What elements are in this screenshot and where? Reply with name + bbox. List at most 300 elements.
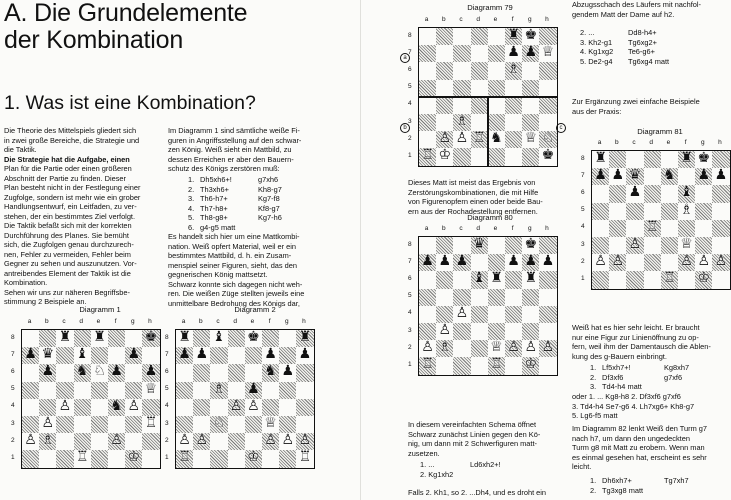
rank-label: 5 — [11, 385, 15, 393]
dark-square — [592, 271, 609, 288]
dark-square — [56, 416, 73, 433]
rank-label: 8 — [581, 154, 585, 162]
rank-label: 3 — [408, 326, 412, 334]
file-label: g — [700, 139, 705, 146]
chess-piece: ♚ — [144, 329, 158, 345]
chess-piece: ♔ — [247, 449, 260, 466]
file-label: a — [181, 318, 186, 325]
dark-square — [471, 306, 488, 323]
rank-label: 6 — [408, 66, 412, 73]
diagram81-caption: Diagramm 81 — [637, 127, 683, 136]
dark-square — [505, 271, 522, 288]
marker-b: b — [400, 123, 410, 133]
dark-square — [39, 399, 56, 416]
file-label: f — [511, 16, 514, 23]
move-row: 4. Th7-h8+ Kf8-g7 — [188, 203, 280, 213]
rank-label: 3 — [581, 240, 585, 248]
chess-piece: ♟ — [455, 253, 469, 270]
dark-square — [74, 433, 91, 450]
chess-piece: ♗ — [212, 380, 226, 397]
chess-piece: ♗ — [507, 61, 520, 78]
chess-piece: ♙ — [507, 339, 520, 356]
chess-piece: ♙ — [178, 432, 191, 449]
rank-label: 4 — [581, 223, 585, 231]
dark-square — [245, 416, 262, 433]
dark-square — [193, 399, 210, 416]
chess-piece: ♞ — [264, 363, 277, 380]
file-label: c — [459, 16, 463, 23]
dark-square — [644, 254, 661, 271]
chess-piece: ♚ — [524, 27, 538, 43]
rank-label: 1 — [581, 275, 585, 282]
dark-square — [56, 347, 73, 364]
dark-square — [22, 382, 39, 399]
dark-square — [279, 382, 296, 399]
diagram80-text: In diesem vereinfachten Schema öffnet Schwarz zunächst Linien gegen den Kö- nig, um dann mit 2 Schwerfiguren matt- zusetzen. — [408, 420, 541, 458]
file-label: h — [545, 225, 549, 232]
rank-label: 2 — [408, 343, 412, 351]
file-label: f — [511, 225, 514, 232]
chess-piece: ♝ — [212, 329, 226, 345]
dark-square — [488, 289, 505, 306]
diagram79-caption: Diagramm 79 — [467, 3, 513, 12]
file-label: a — [597, 139, 602, 146]
dark-square — [488, 323, 505, 340]
page-gutter — [360, 0, 361, 500]
chess-piece: ♔ — [438, 147, 452, 164]
file-label: d — [649, 139, 653, 146]
dark-square — [609, 220, 626, 237]
dark-square — [453, 289, 470, 306]
dark-square — [74, 330, 91, 347]
dark-square — [176, 382, 193, 399]
chess-piece: ♜ — [594, 150, 607, 166]
rank-label: 4 — [11, 402, 15, 410]
rank-label: 1 — [11, 454, 15, 461]
chess-piece: ♟ — [697, 167, 711, 184]
file-label: a — [27, 318, 32, 325]
file-label: g — [284, 318, 289, 325]
dark-square — [228, 364, 245, 381]
dark-square — [539, 306, 556, 323]
col4-intro: Abzugsschach des Läufers mit nachfol- gendem Matt der Dame auf h2. — [572, 0, 701, 19]
chess-piece: ♙ — [611, 253, 625, 270]
chess-piece: ♜ — [58, 329, 72, 345]
dark-square — [108, 330, 125, 347]
dark-square — [522, 289, 539, 306]
dark-square — [142, 433, 159, 450]
rank-label: 8 — [408, 31, 412, 39]
dark-square — [296, 399, 313, 416]
file-label: d — [79, 318, 83, 325]
chess-piece: ♕ — [541, 44, 555, 61]
dark-square — [695, 237, 712, 254]
dark-square — [644, 151, 661, 168]
rank-label: 6 — [11, 368, 15, 375]
chess-piece: ♝ — [472, 270, 486, 287]
chess-piece: ♜ — [298, 329, 312, 345]
chess-piece: ♗ — [41, 432, 55, 449]
file-label: b — [614, 139, 619, 146]
diagram1-caption: Diagramm 1 — [79, 305, 121, 314]
rank-label: 2 — [408, 134, 412, 142]
chess-piece: ♖ — [298, 449, 312, 466]
dark-square — [56, 382, 73, 399]
diagram1-explanation: Im Diagramm 1 sind sämtliche weiße Fi- guren in Angriffsstellung auf den schwar- zen König. Weiß sieht ein Mattbild, zu dessen Erreichen er aber den Bauern- schutz des Königs zerstören muß: — [168, 126, 302, 173]
chess-piece: ♟ — [611, 167, 625, 184]
chess-piece: ♟ — [541, 253, 555, 270]
chapter-title: A. Die Grundelemente der Kombination — [4, 0, 248, 54]
chess-piece: ♙ — [195, 432, 209, 449]
file-label: e — [493, 16, 498, 23]
file-label: e — [493, 225, 498, 232]
chess-piece: ♚ — [524, 236, 538, 252]
dark-square — [695, 203, 712, 220]
dark-square — [279, 347, 296, 364]
chess-piece: ♙ — [421, 339, 434, 356]
chess-piece: ♞ — [490, 130, 503, 147]
chess-piece: ♖ — [144, 415, 158, 431]
chess-piece: ♙ — [58, 397, 72, 414]
chess-piece: ♙ — [594, 253, 607, 270]
dark-square — [39, 330, 56, 347]
dark-square — [22, 416, 39, 433]
chess-piece: ♙ — [524, 339, 538, 356]
dark-square — [471, 340, 488, 357]
chess-piece: ♖ — [472, 130, 486, 147]
dark-square — [419, 289, 436, 306]
move-row: 4. Kg1xg2 Te6-g6+ — [580, 47, 655, 56]
chess-piece: ♛ — [41, 346, 55, 363]
mating-combination-text: Es handelt sich hier um eine Mattkombi- nation. Weiß opfert Material, weil er ein bestimmtes Mattbild, d. h. ein Zusam- menspiel seiner Figuren, sieht, das den gegnerischen König mattsetzt. Schwarz konnte sich dagegen nicht weh- ren. Die weißen Züge stellten jeweils eine unmittelbare Bedrohung des Königs dar, — [168, 232, 305, 308]
rank-label: 5 — [408, 292, 412, 300]
dark-square — [193, 364, 210, 381]
chess-piece: ♜ — [93, 329, 106, 345]
dark-square — [661, 203, 678, 220]
rank-label: 2 — [165, 436, 169, 444]
rank-label: 6 — [581, 189, 585, 196]
diagram1-board — [21, 329, 161, 469]
chess-piece: ♟ — [24, 346, 37, 363]
file-label: f — [684, 139, 687, 146]
chess-piece: ♙ — [455, 130, 469, 147]
file-label: e — [250, 318, 255, 325]
chess-piece: ♚ — [247, 329, 260, 345]
chess-piece: ♟ — [714, 167, 728, 184]
chess-piece: ♜ — [490, 270, 503, 287]
chess-piece: ♗ — [680, 201, 693, 218]
chess-piece: ♙ — [438, 130, 452, 147]
chess-piece: ♗ — [438, 339, 452, 356]
chess-piece: ♖ — [178, 449, 191, 466]
file-label: c — [632, 139, 636, 146]
rank-label: 3 — [408, 117, 412, 125]
dark-square — [262, 330, 279, 347]
diagram80-continuation: Falls 2. Kh1, so 2. ...Dh4, und es droht ein — [408, 488, 547, 497]
section-title: 1. Was ist eine Kombination? — [4, 92, 256, 114]
chess-piece: ♟ — [507, 44, 520, 61]
rank-label: 7 — [165, 350, 169, 358]
chess-piece: ♗ — [455, 113, 469, 129]
zone-b-frame — [418, 96, 489, 167]
marker-c: c — [556, 123, 566, 133]
moves-diagram81 — [590, 363, 720, 392]
dark-square — [74, 399, 91, 416]
dark-square — [712, 185, 729, 202]
chess-piece: ♟ — [110, 363, 123, 380]
rank-label: 7 — [408, 48, 412, 56]
chess-piece: ♕ — [264, 415, 277, 431]
dark-square — [505, 237, 522, 254]
rank-label: 5 — [581, 206, 585, 214]
chess-piece: ♟ — [281, 363, 295, 380]
chess-piece: ♖ — [645, 218, 659, 235]
dark-square — [279, 450, 296, 467]
col4-examples-intro: Zur Ergänzung zwei einfache Beispiele aus der Praxis: — [572, 97, 700, 116]
rank-label: 8 — [165, 333, 169, 341]
diagram2-caption: Diagramm 2 — [234, 305, 276, 314]
chess-piece: ♛ — [472, 236, 486, 252]
chess-piece: ♝ — [75, 346, 89, 363]
chess-piece: ♟ — [195, 346, 209, 363]
file-label: c — [62, 318, 66, 325]
chess-piece: ♟ — [247, 380, 260, 397]
file-label: c — [459, 225, 463, 232]
dark-square — [678, 220, 695, 237]
dark-square — [262, 399, 279, 416]
chess-piece: ♘ — [212, 415, 226, 431]
diagram2-board — [175, 329, 315, 469]
dark-square — [436, 306, 453, 323]
chess-piece: ♔ — [697, 270, 711, 287]
chess-piece: ♟ — [421, 253, 434, 270]
chess-piece: ♞ — [110, 397, 123, 414]
rank-label: 6 — [408, 275, 412, 282]
chess-piece: ♟ — [298, 346, 312, 363]
move-row: 3. Td4-h4 matt — [590, 382, 642, 391]
chess-piece: ♙ — [229, 397, 243, 414]
moves-diagram80-cont — [580, 28, 720, 66]
dark-square — [712, 220, 729, 237]
dark-square — [210, 450, 227, 467]
dark-square — [296, 364, 313, 381]
move-row: 1. ... Ld6xh2+! — [420, 460, 501, 469]
chess-piece: ♟ — [438, 253, 452, 270]
move-row: 5. Th8-g8+ Kg7-h6 — [188, 213, 282, 222]
move-row: 2. ... Dd8-h4+ — [580, 28, 657, 37]
rank-label: 3 — [11, 419, 15, 427]
chess-piece: ♟ — [594, 167, 607, 184]
dark-square — [228, 330, 245, 347]
chess-piece: ♟ — [41, 363, 55, 380]
chess-piece: ♙ — [264, 432, 277, 449]
dark-square — [245, 347, 262, 364]
chess-piece: ♖ — [663, 270, 676, 287]
file-label: g — [130, 318, 135, 325]
file-label: d — [476, 16, 480, 23]
chess-piece: ♙ — [41, 415, 55, 431]
rank-label: 1 — [408, 361, 412, 368]
diagram81-text: Weiß hat es hier sehr leicht. Er braucht nur eine Figur zur Linienöffnung zu op- fern, weil ihm der Damentausch die Ablen- kung des g-Bauern einbringt. — [572, 323, 711, 361]
rank-label: 1 — [408, 152, 412, 159]
dark-square — [125, 382, 142, 399]
rank-label: 5 — [165, 385, 169, 393]
chess-piece: ♙ — [298, 432, 312, 449]
chess-piece: ♙ — [714, 253, 728, 270]
file-label: b — [441, 225, 446, 232]
dark-square — [539, 237, 556, 254]
moves-diagram1 — [188, 175, 328, 232]
dark-square — [644, 185, 661, 202]
marker-a: a — [400, 53, 410, 63]
chess-piece: ♚ — [541, 147, 555, 164]
chess-piece: ♔ — [524, 356, 538, 373]
dark-square — [210, 347, 227, 364]
rank-label: 4 — [408, 100, 412, 108]
chess-piece: ♔ — [127, 449, 141, 466]
chess-piece: ♟ — [127, 346, 141, 363]
file-label: d — [476, 225, 480, 232]
move-row: 3. Kh2-g1 Tg6xg2+ — [580, 37, 657, 47]
file-label: h — [718, 139, 722, 146]
chess-piece: ♕ — [144, 380, 158, 397]
dark-square — [626, 271, 643, 288]
file-label: c — [216, 318, 220, 325]
move-row: 1. Lf5xh7+! Kg8xh7 — [590, 363, 690, 372]
file-label: e — [96, 318, 101, 325]
chess-piece: ♙ — [438, 322, 452, 338]
dark-square — [453, 323, 470, 340]
file-label: e — [666, 139, 671, 146]
dark-square — [91, 416, 108, 433]
move-row: 3. Th6-h7+ Kg7-f8 — [188, 194, 280, 203]
dark-square — [592, 237, 609, 254]
diagram81-board — [591, 150, 731, 290]
rank-label: 3 — [165, 419, 169, 427]
rank-label: 7 — [408, 257, 412, 265]
chess-piece: ♟ — [507, 253, 520, 270]
dark-square — [592, 203, 609, 220]
chess-piece: ♛ — [628, 167, 642, 184]
chess-piece: ♞ — [663, 167, 676, 184]
diagram80-board — [418, 236, 558, 376]
dark-square — [142, 399, 159, 416]
diagram80-caption: Diagramm 80 — [467, 213, 513, 222]
rank-label: 8 — [11, 333, 15, 341]
diagram81-alternative: oder 1. ... Kg8-h8 2. Df3xf6 g7xf6 3. Td4-h4 Se7-g6 4. Lh7xg6+ Kh8-g7 5. Lg6-f5 matt — [572, 392, 695, 420]
rank-label: 5 — [408, 83, 412, 91]
chess-piece: ♘ — [541, 130, 555, 147]
dark-square — [419, 323, 436, 340]
dark-square — [609, 151, 626, 168]
dark-square — [436, 237, 453, 254]
dark-square — [91, 347, 108, 364]
rank-label: 4 — [165, 402, 169, 410]
move-row: 5. De2-g4 Tg6xg4 matt — [580, 56, 670, 66]
file-label: b — [198, 318, 203, 325]
rank-label: 7 — [11, 350, 15, 358]
dark-square — [488, 254, 505, 271]
dark-square — [91, 450, 108, 467]
file-label: h — [302, 318, 306, 325]
chess-piece: ♚ — [697, 150, 711, 166]
file-label: a — [424, 16, 429, 23]
move-row: 2. Tg3xg8 matt — [590, 485, 644, 495]
chess-piece: ♝ — [680, 184, 693, 201]
chess-piece: ♙ — [24, 432, 37, 449]
file-label: f — [268, 318, 271, 325]
file-label: b — [44, 318, 49, 325]
chess-piece: ♟ — [144, 363, 158, 380]
chess-piece: ♞ — [75, 363, 89, 380]
chess-piece: ♟ — [524, 253, 538, 270]
file-label: a — [424, 225, 429, 232]
dark-square — [22, 450, 39, 467]
rank-label: 1 — [165, 454, 169, 461]
file-label: f — [114, 318, 117, 325]
dark-square — [522, 323, 539, 340]
file-label: g — [527, 16, 532, 23]
moves-diagram80 — [420, 460, 560, 479]
chess-piece: ♖ — [490, 356, 503, 373]
chess-piece: ♟ — [628, 184, 642, 201]
chess-piece: ♙ — [541, 339, 555, 356]
chess-piece: ♕ — [490, 339, 503, 356]
dark-square — [539, 271, 556, 288]
zone-a-frame — [418, 27, 558, 98]
dark-square — [453, 357, 470, 374]
diagram79-text: Dieses Matt ist meist das Ergebnis von Zerstörungskombinationen, die mit Hilfe von Figurenopfern einen oder beide Bau- ern aus der Rochadestellung entfernen. — [408, 178, 543, 216]
chess-piece: ♙ — [247, 397, 260, 414]
diagram82-text: Im Diagramm 82 lenkt Weiß den Turm g7 nach h7, um dann den ungedeckten Turm g8 mit Matt zu erobern. Wenn man es einmal gesehen hat, erscheint es sehr leicht. — [572, 424, 707, 471]
rank-label: 7 — [581, 171, 585, 179]
move-row: 2. Th3xh6+ Kh8-g7 — [188, 184, 282, 194]
move-row: 2. Df3xf6 g7xf6 — [590, 372, 683, 382]
move-row: 1. Dh5xh6+! g7xh6 — [188, 175, 279, 184]
move-row: 2. Kg1xh2 — [420, 469, 454, 479]
chess-piece: ♙ — [281, 432, 295, 449]
chess-piece: ♜ — [680, 150, 693, 166]
file-label: b — [441, 16, 446, 23]
chess-piece: ♖ — [421, 147, 434, 164]
chess-piece: ♘ — [93, 363, 106, 380]
dark-square — [91, 382, 108, 399]
rank-label: 4 — [408, 309, 412, 317]
move-row: 6. g4-g5 matt — [188, 222, 236, 232]
dark-square — [279, 416, 296, 433]
chess-piece: ♜ — [178, 329, 191, 345]
file-label: h — [545, 16, 549, 23]
dark-square — [712, 151, 729, 168]
dark-square — [193, 330, 210, 347]
file-label: d — [233, 318, 237, 325]
chess-piece: ♟ — [178, 346, 191, 363]
intro-paragraph: Die Theorie des Mittelspiels gliedert sich in zwei große Bereiche, die Strategie und die Taktik. Die Strategie hat die Aufgabe, einen Plan für die Partie oder einen größeren Abschnitt der Partie zu finden. Dieser Plan besteht nicht in der Festlegung einer Zugfolge, sondern ist mehr wie ein grober Handlungsentwurf, ein Leitfaden, zu ver- stehen, der ein bestimmtes Ziel verfolgt. Die Taktik befaßt sich mit der korrekten Durchführung des Planes. Sie bemüht sich, die Zugfolgen genau durchzurech- nen, Fehler zu vermeiden, Fehler beim Gegner zu sehen und auszunutzen. Vor- antreibendes Element der Taktik ist die Kombination. Sehen wir uns zur näheren Begriffsbe- stimmung 2 Beispiele an. — [4, 126, 141, 306]
dark-square — [436, 271, 453, 288]
chess-piece: ♜ — [507, 27, 520, 43]
file-label: h — [148, 318, 152, 325]
dark-square — [176, 416, 193, 433]
rank-label: 6 — [165, 368, 169, 375]
chess-piece: ♙ — [697, 253, 711, 270]
chess-piece: ♟ — [524, 44, 538, 61]
chess-piece: ♙ — [127, 397, 141, 414]
dark-square — [56, 450, 73, 467]
dark-square — [125, 416, 142, 433]
dark-square — [661, 237, 678, 254]
chess-piece: ♙ — [680, 253, 693, 270]
rank-label: 2 — [11, 436, 15, 444]
